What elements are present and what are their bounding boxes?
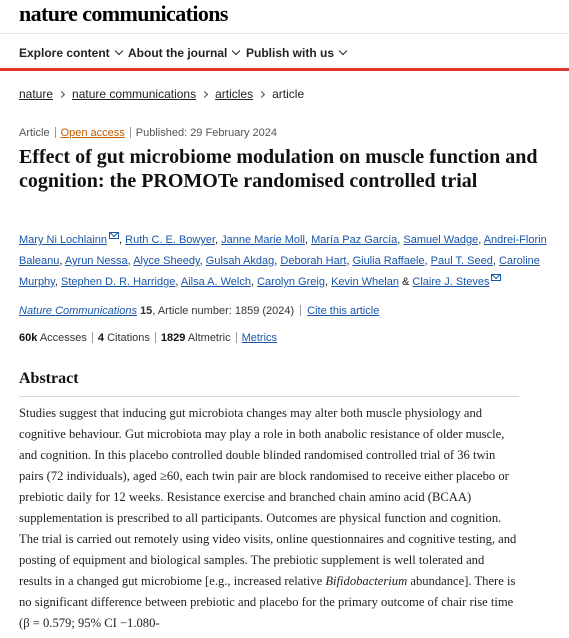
chevron-down-icon [232,47,240,55]
main-nav [0,35,569,71]
author-list: Mary Ni Lochlainn , Ruth C. E. Bowyer, Janne Marie Moll, María Paz García, Samuel Wadge, Andrei-Florin Baleanu, Ayrun Nessa, Alyce Sheedy, Gulsah Akdag, Deborah Hart, Giulia Raffaele, Paul T. Seed, Caroline Murphy, Stephen D. R. Harridge, Ailsa A. Welch, Carolyn Greig, Kevin Whelan & Claire J. Steves [19,234,547,288]
divider [92,332,93,343]
author-link[interactable]: Samuel Wadge [403,234,479,246]
site-header [0,0,569,34]
chevron-down-icon [339,47,347,55]
altmetric-label: Altmetric [187,332,231,344]
chevron-right-icon [258,91,265,98]
cite-article-link[interactable]: Cite this article [307,305,380,317]
author-link[interactable]: Janne Marie Moll [221,234,305,246]
breadcrumb-nature[interactable]: nature [19,87,54,101]
breadcrumb-nature-communications[interactable]: nature communications [72,87,197,101]
journal-logo[interactable]: nature communications [19,1,228,26]
journal-name-link[interactable]: Nature Communications [19,305,137,317]
nav-item-label: Publish with us [246,46,335,60]
metrics-link[interactable]: Metrics [241,332,278,344]
altmetric-score: 1829 [160,332,186,344]
breadcrumb-current: article [272,87,305,101]
abstract-text [19,403,519,634]
author-link[interactable]: Deborah Hart [280,255,347,267]
author-link[interactable]: Giulia Raffaele [352,255,425,267]
abstract-heading: Abstract [19,370,519,397]
author-link[interactable]: María Paz García [311,234,398,246]
author-link[interactable]: Alyce Sheedy [133,255,200,267]
author-link[interactable]: Kevin Whelan [331,276,399,288]
author-link[interactable]: Carolyn Greig [257,276,325,288]
author-link[interactable]: Ruth C. E. Bowyer [125,234,216,246]
article-number: , Article number: 1859 (2024) [152,305,295,317]
article-title: Effect of gut microbiome modulation on muscle function and cognition: the PROMOTe randomised controlled trial [19,146,538,192]
published-date: Published: 29 February 2024 [135,127,278,139]
author-link[interactable]: Gulsah Akdag [205,255,275,267]
journal-volume: 15 [140,305,153,317]
accesses-count: 60k [19,332,38,344]
nav-publish-with-us[interactable] [246,46,346,60]
author-link[interactable]: Ailsa A. Welch [180,276,251,288]
divider [130,127,131,138]
citations-label: Citations [107,332,150,344]
mail-icon[interactable] [491,274,501,281]
divider [55,127,56,138]
abstract-italic-term: Bifidobacterium [325,574,408,588]
accesses-label: Accesses [39,332,87,344]
abstract-text-part: abundance]. There is no significant difference between prebiotic and placebo for the primary outcome of chair rise time (β = 0.579; 95% CI −1.080- [19,574,516,630]
divider [236,332,237,343]
open-access-link[interactable]: Open access [60,127,125,139]
chevron-right-icon [58,91,65,98]
article-type: Article [19,127,50,139]
author-link[interactable]: Paul T. Seed [430,255,493,267]
author-link[interactable]: Ayrun Nessa [64,255,128,267]
chevron-down-icon [114,47,122,55]
nav-item-label: Explore content [19,46,110,60]
nav-explore-content[interactable] [19,46,122,60]
nav-about-journal[interactable] [128,46,239,60]
author-ampersand: & [402,276,410,288]
article-meta [19,125,277,139]
author-link[interactable]: Caroline Murphy [19,255,540,288]
citations-count: 4 [97,332,105,344]
journal-info [19,303,379,317]
author-link[interactable]: Stephen D. R. Harridge [61,276,176,288]
divider [300,305,301,316]
author-link[interactable]: Mary Ni Lochlainn [19,234,108,246]
breadcrumb [19,87,304,101]
author-link[interactable]: Claire J. Steves [412,276,490,288]
mail-icon[interactable] [109,232,119,239]
author-link[interactable]: Andrei-Florin Baleanu [19,234,547,267]
divider [155,332,156,343]
nav-item-label: About the journal [128,46,228,60]
abstract-text-part: Studies suggest that inducing gut microbiota changes may alter both muscle physiology and cognitive behaviour. Gut microbiota may play a role in both anabolic resistance of older muscle, and cognition. In this placebo controlled double blinded randomised controlled trial of 36 twin pairs (72 individuals), aged ≥60, each twin pair are block randomised to receive either placebo or prebiotic daily for 12 weeks. Resistance exercise and branched chain amino acid (BCAA) supplementation is prescribed to all participants. Outcomes are physical function and cognition. The trial is carried out remotely using video visits, online questionnaires and cognitive testing, and posting of equipment and biological samples. The prebiotic supplement is well tolerated and results in a changed gut microbiome [e.g., increased relative [19,406,517,588]
breadcrumb-articles[interactable]: articles [215,87,254,101]
chevron-right-icon [201,91,208,98]
article-metrics [19,330,277,344]
